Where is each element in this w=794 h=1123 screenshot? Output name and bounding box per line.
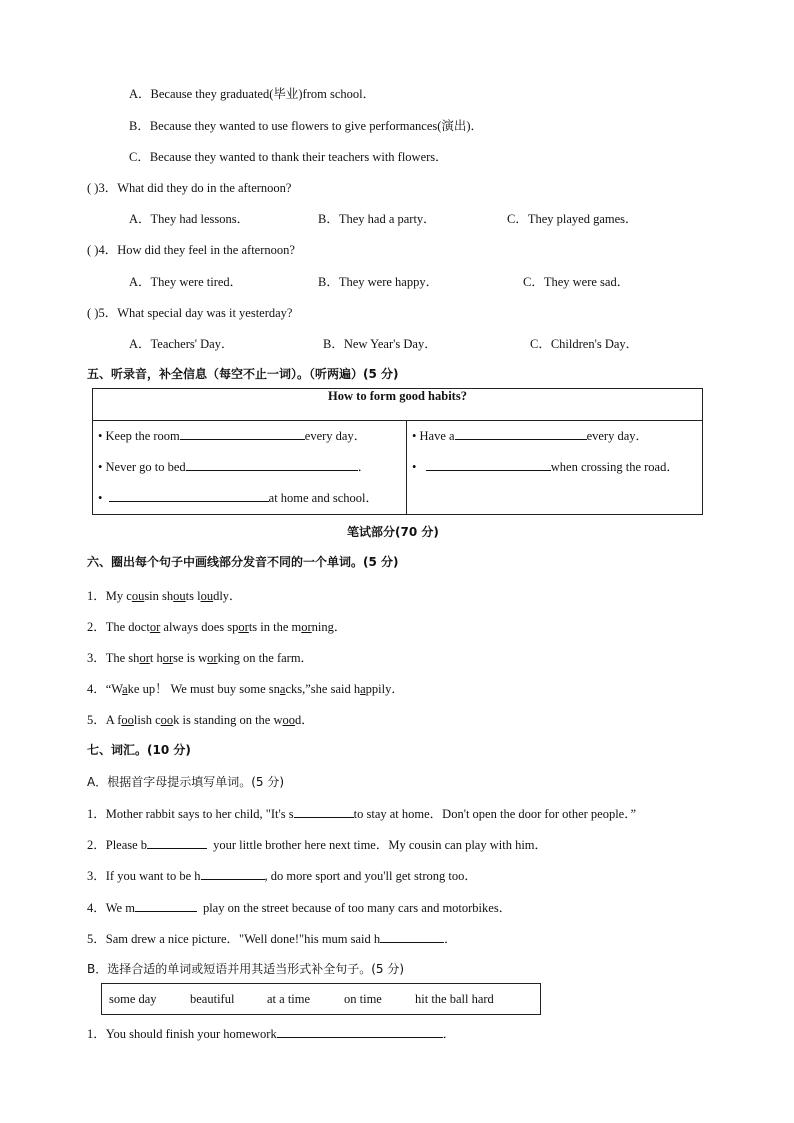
habit-row: • Never go to bed ． bbox=[98, 460, 371, 474]
sentence-4: 4．“Wake up！ We must buy some snacks,”she said happily． bbox=[87, 682, 404, 696]
habits-table bbox=[92, 388, 703, 515]
question-text: 5．What special day was it yesterday? bbox=[98, 306, 293, 320]
answer-blank[interactable] bbox=[455, 427, 587, 440]
vocab-a1: 1．Mother rabbit says to her child, "It's s to stay at home．Don't open the door for other people．” bbox=[87, 807, 637, 821]
answer-paren: ( ) bbox=[87, 181, 99, 195]
q2-option-a: A．Because they graduated(毕业)from school． bbox=[129, 87, 376, 101]
vocab-a5: 5．Sam drew a nice picture．"Well done!"his mum said h ． bbox=[87, 932, 457, 946]
answer-blank[interactable] bbox=[201, 867, 265, 880]
section7-heading: 七、词汇。(10 分) bbox=[87, 743, 191, 757]
answer-blank[interactable] bbox=[277, 1025, 443, 1038]
q5-option-a: A．Teachers' Day． bbox=[129, 337, 234, 351]
vocab-a3: 3．If you want to be h , do more sport and you'll get strong too． bbox=[87, 869, 477, 883]
q5-option-c: C．Children's Day． bbox=[530, 337, 639, 351]
word-bank-item: on time bbox=[344, 992, 382, 1006]
q4-option-a: A．They were tired． bbox=[129, 275, 243, 289]
habit-row: • when crossing the road． bbox=[412, 460, 679, 474]
sentence-1: 1．My cousin shouts loudly． bbox=[87, 589, 242, 603]
answer-blank[interactable] bbox=[426, 458, 551, 471]
answer-blank[interactable] bbox=[294, 805, 354, 818]
habit-row: • at home and school． bbox=[98, 491, 378, 505]
table-right-cell bbox=[407, 421, 703, 515]
q3-option-c: C．They played games． bbox=[507, 212, 638, 226]
question-5 bbox=[87, 303, 292, 321]
vocab-a4: 4．We m play on the street because of too many cars and motorbikes． bbox=[87, 901, 512, 915]
question-text: 4．How did they feel in the afternoon? bbox=[98, 243, 295, 257]
sentence-3: 3．The short horse is working on the farm． bbox=[87, 651, 314, 665]
word-bank-item: some day bbox=[109, 992, 157, 1006]
table-title: How to form good habits? bbox=[93, 389, 703, 421]
table-left-cell bbox=[93, 421, 407, 515]
answer-blank[interactable] bbox=[186, 458, 358, 471]
section5-heading: 五、听录音，补全信息（每空不止一词）。（听两遍）(5 分) bbox=[87, 367, 399, 381]
habit-row: • Keep the room every day． bbox=[98, 429, 367, 443]
answer-blank[interactable] bbox=[180, 427, 305, 440]
word-bank-item: at a time bbox=[267, 992, 311, 1006]
section7-part-a: A．根据首字母提示填写单词。(5 分) bbox=[87, 775, 285, 789]
q4-option-c: C．They were sad． bbox=[523, 275, 630, 289]
answer-paren: ( ) bbox=[87, 306, 99, 320]
section6-heading: 六、圈出每个句子中画线部分发音不同的一个单词。(5 分) bbox=[87, 555, 399, 569]
question-3 bbox=[87, 178, 291, 196]
word-bank-box bbox=[101, 983, 541, 1015]
vocab-a2: 2．Please b your little brother here next time．My cousin can play with him． bbox=[87, 838, 548, 852]
question-4 bbox=[87, 240, 295, 258]
answer-paren: ( ) bbox=[87, 243, 99, 257]
q5-option-b: B．New Year's Day． bbox=[323, 337, 437, 351]
answer-blank[interactable] bbox=[135, 899, 197, 912]
q2-option-c: C．Because they wanted to thank their teachers with flowers． bbox=[129, 150, 448, 164]
vocab-b1: 1．You should finish your homework ． bbox=[87, 1027, 456, 1041]
answer-blank[interactable] bbox=[147, 836, 207, 849]
sentence-5: 5．A foolish cook is standing on the wood． bbox=[87, 713, 314, 727]
q2-option-b: B．Because they wanted to use flowers to give performances(演出)． bbox=[129, 119, 484, 133]
q3-option-a: A．They had lessons． bbox=[129, 212, 250, 226]
q4-option-b: B．They were happy． bbox=[318, 275, 439, 289]
habit-row: • Have a every day． bbox=[412, 429, 648, 443]
word-bank-item: beautiful bbox=[190, 992, 235, 1006]
question-text: 3．What did they do in the afternoon? bbox=[98, 181, 292, 195]
written-part-title: 笔试部分(70 分) bbox=[347, 525, 439, 539]
answer-blank[interactable] bbox=[109, 489, 269, 502]
answer-blank[interactable] bbox=[380, 930, 444, 943]
sentence-2: 2．The doctor always does sports in the morning． bbox=[87, 620, 347, 634]
q3-option-b: B．They had a party． bbox=[318, 212, 436, 226]
section7-part-b: B．选择合适的单词或短语并用其适当形式补全句子。(5 分) bbox=[87, 962, 405, 976]
word-bank-item: hit the ball hard bbox=[415, 992, 494, 1006]
